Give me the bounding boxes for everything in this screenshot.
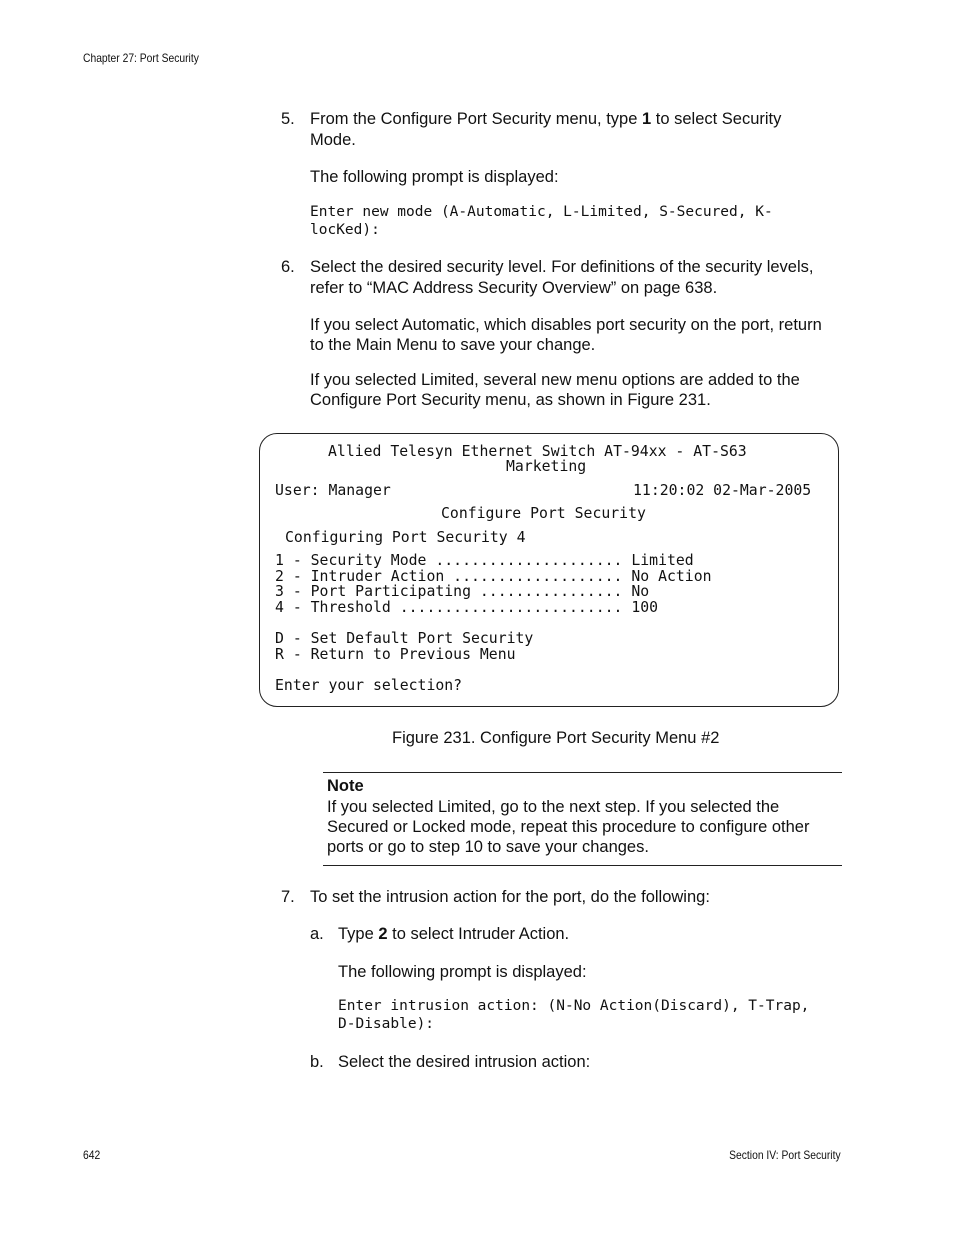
terminal-cmd-return: R - Return to Previous Menu [275,646,516,663]
step-6-line1: Select the desired security level. For definitions of the security levels, [310,258,814,276]
terminal-menu-title: Configure Port Security [441,505,646,522]
figure-caption: Figure 231. Configure Port Security Menu #2 [392,729,720,747]
page-number: 642 [83,1148,101,1162]
step-5-text-before: From the Configure Port Security menu, type [310,110,642,128]
step-7a-key: 2 [378,925,388,943]
terminal-cmd-default: D - Set Default Port Security [275,630,534,647]
step-6-number: 6. [281,258,295,276]
terminal-selection-prompt: Enter your selection? [275,677,463,694]
step-7a-label: a. [310,925,324,943]
running-header: Chapter 27: Port Security [83,51,199,65]
step-5-prompt-line1: Enter new mode (A-Automatic, L-Limited, S-Secured, K- [310,204,773,220]
step-5-prompt-line2: locKed): [310,222,380,238]
terminal-option-security-mode: 1 - Security Mode ..................... Limited [275,552,694,569]
step-5-number: 5. [281,110,295,128]
step-5-text-after: to select Security [651,110,782,128]
running-footer-section: Section IV: Port Security [729,1148,841,1162]
terminal-option-threshold: 4 - Threshold ......................... 100 [275,599,659,616]
note-top-rule [323,772,842,773]
step-7a-text [338,924,569,944]
note-line3: ports or go to step 10 to save your changes. [327,838,649,856]
note-heading: Note [327,777,364,795]
step-6-para3-line2: Configure Port Security menu, as shown in Figure 231. [310,391,711,409]
step-5-text-line2: Mode. [310,131,356,149]
terminal-user: User: Manager [275,482,391,499]
note-bottom-rule [323,865,842,866]
step-6-para3-line1: If you selected Limited, several new menu options are added to the [310,371,800,389]
note-line2: Secured or Locked mode, repeat this procedure to configure other [327,818,810,836]
note-line1: If you selected Limited, go to the next step. If you selected the [327,798,780,816]
terminal-subtitle: Configuring Port Security 4 [285,529,526,546]
step-7a-text-after: to select Intruder Action. [387,925,570,943]
step-7a-prompt-line1: Enter intrusion action: (N-No Action(Discard), T-Trap, [338,998,810,1014]
terminal-option-port-participating: 3 - Port Participating ................ No [275,583,650,600]
step-7-number: 7. [281,888,295,906]
terminal-screen-figure [259,433,839,707]
step-5-text [310,109,850,129]
step-7b-text: Select the desired intrusion action: [338,1053,591,1071]
terminal-datetime: 11:20:02 02-Mar-2005 [633,482,812,499]
step-5-prompt-intro: The following prompt is displayed: [310,168,559,186]
step-7a-prompt-line2: D-Disable): [338,1016,435,1032]
terminal-title-line2: Marketing [506,458,587,475]
step-6-line2: refer to “MAC Address Security Overview” on page 638. [310,279,718,297]
step-7a-prompt-intro: The following prompt is displayed: [338,963,587,981]
terminal-title-line1: Allied Telesyn Ethernet Switch AT-94xx - AT-S63 [328,443,747,460]
step-7a-text-before: Type [338,925,379,943]
step-7-text: To set the intrusion action for the port, do the following: [310,888,710,906]
step-5-key: 1 [641,110,652,128]
terminal-option-intruder-action: 2 - Intruder Action ................... No Action [275,568,712,585]
step-6-para2-line1: If you select Automatic, which disables port security on the port, return [310,316,822,334]
step-7b-label: b. [310,1053,324,1071]
step-6-para2-line2: to the Main Menu to save your change. [310,336,596,354]
